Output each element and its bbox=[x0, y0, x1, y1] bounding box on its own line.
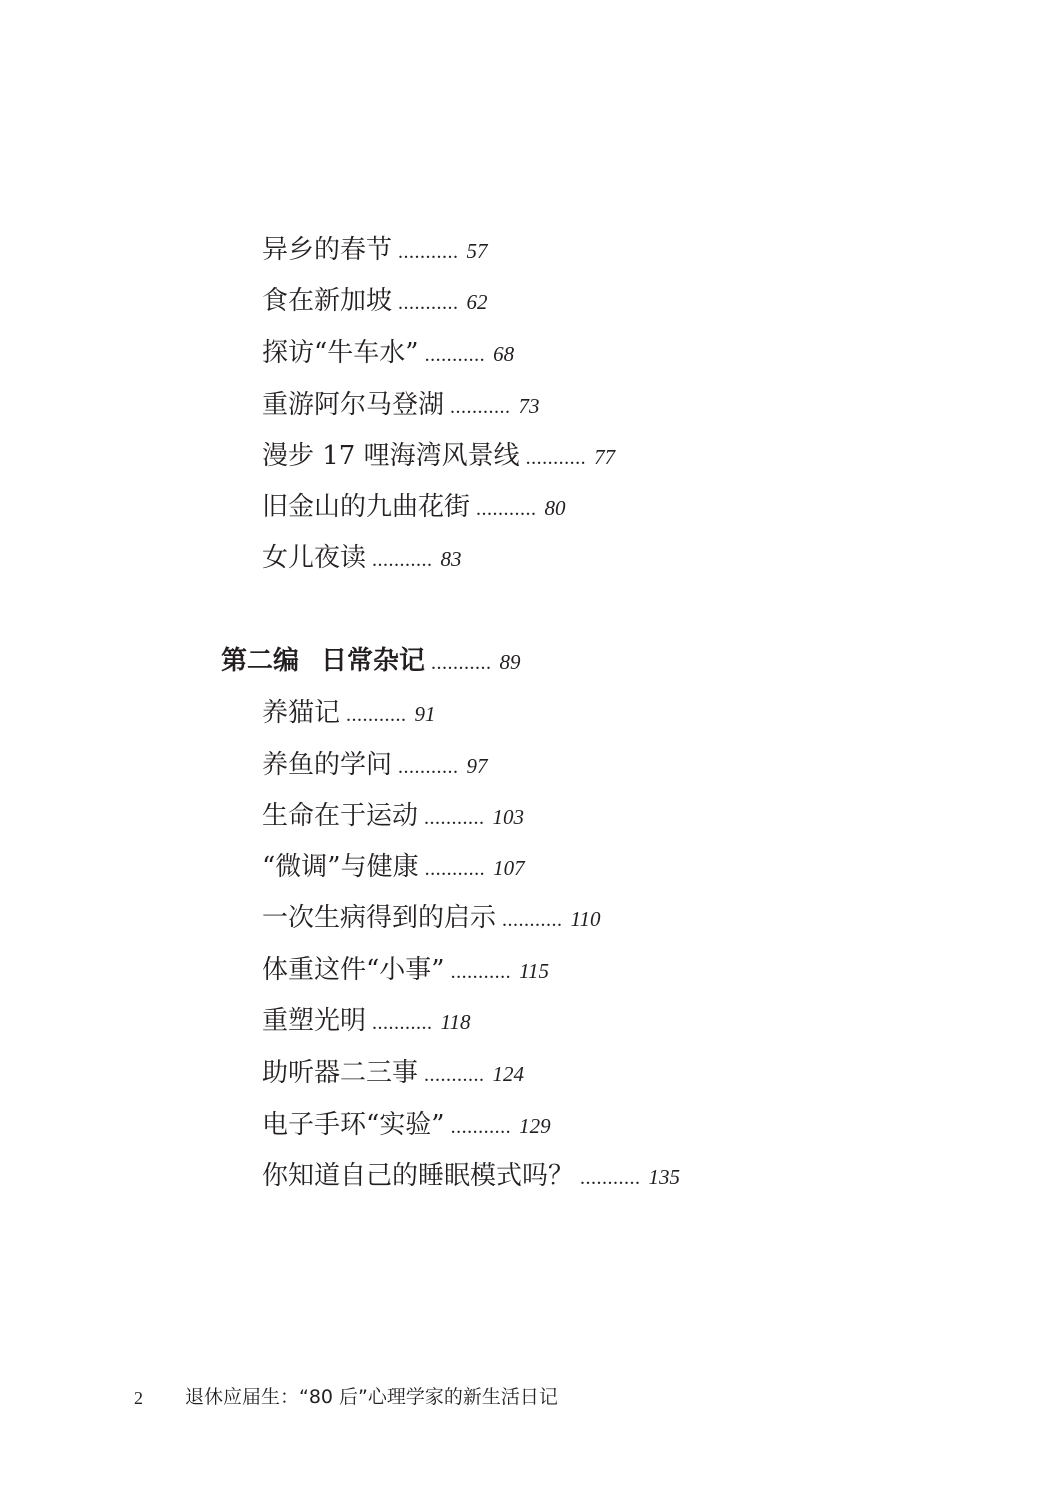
dot-leader: ........... bbox=[580, 1167, 641, 1189]
toc-entry-title: 助听器二三事 bbox=[262, 1058, 419, 1088]
dot-leader: ........... bbox=[450, 396, 511, 418]
dot-leader: ........... bbox=[424, 858, 486, 880]
toc-entry[interactable] bbox=[262, 542, 462, 576]
toc-page-number: 89 bbox=[499, 650, 521, 674]
toc-entry[interactable] bbox=[262, 389, 540, 423]
dot-leader: ........... bbox=[346, 704, 407, 726]
toc-page-number: 83 bbox=[440, 547, 462, 571]
toc-page-number: 73 bbox=[518, 394, 540, 418]
toc-entry-title: 食在新加坡 bbox=[262, 286, 393, 316]
dot-leader: ........... bbox=[450, 1116, 512, 1138]
toc-page-number: 115 bbox=[519, 959, 550, 983]
toc-page-number: 91 bbox=[414, 702, 436, 726]
toc-page-number: 107 bbox=[493, 856, 525, 880]
toc-page-number: 103 bbox=[492, 805, 525, 829]
dot-leader: ........... bbox=[424, 1064, 485, 1086]
dot-leader: ........... bbox=[398, 756, 459, 778]
toc-entry-title: “微调”与健康 bbox=[262, 852, 419, 882]
dot-leader: ........... bbox=[424, 344, 486, 366]
toc-entry-title: 探访“牛车水” bbox=[262, 338, 419, 368]
dot-leader: ........... bbox=[525, 447, 587, 469]
toc-entry-title: 重塑光明 bbox=[262, 1006, 367, 1036]
footer-page-number: 2 bbox=[134, 1388, 143, 1408]
toc-entry-title: 生命在于运动 bbox=[262, 801, 419, 831]
section-title: 日常杂记 bbox=[321, 646, 426, 676]
toc-page-number: 135 bbox=[648, 1165, 681, 1189]
toc-entry[interactable] bbox=[262, 851, 525, 885]
toc-entry-title: 你知道自己的睡眠模式吗？ bbox=[262, 1161, 575, 1191]
toc-page-number: 57 bbox=[466, 239, 488, 263]
toc-entry[interactable] bbox=[262, 1005, 470, 1039]
dot-leader: ........... bbox=[398, 292, 459, 314]
toc-entry[interactable] bbox=[262, 440, 615, 474]
toc-entry-title: 漫步 17 哩海湾风景线 bbox=[262, 441, 520, 471]
dot-leader: ........... bbox=[450, 961, 512, 983]
toc-page-number: 110 bbox=[570, 907, 601, 931]
toc-entry-title: 养猫记 bbox=[262, 698, 341, 728]
toc-page-number: 118 bbox=[440, 1010, 471, 1034]
toc-entry[interactable] bbox=[262, 337, 514, 371]
dot-leader: ........... bbox=[372, 1012, 433, 1034]
toc-section-heading[interactable] bbox=[221, 645, 521, 679]
toc-entry[interactable] bbox=[262, 1109, 551, 1143]
dot-leader: ........... bbox=[372, 549, 433, 571]
toc-page-number: 129 bbox=[519, 1114, 551, 1138]
dot-leader: ........... bbox=[424, 807, 485, 829]
toc-entry[interactable] bbox=[262, 800, 524, 834]
toc-entry[interactable] bbox=[262, 1057, 524, 1091]
toc-entry-title: 养鱼的学问 bbox=[262, 750, 393, 780]
toc-entry[interactable] bbox=[262, 902, 600, 936]
toc-page-number: 80 bbox=[544, 496, 566, 520]
dot-leader: ........... bbox=[502, 909, 563, 931]
toc-entry[interactable] bbox=[262, 491, 566, 525]
section-number: 第二编 bbox=[221, 646, 300, 676]
toc-page-number: 62 bbox=[466, 290, 488, 314]
running-footer-title: 退休应届生：“80 后”心理学家的新生活日记 bbox=[185, 1386, 558, 1408]
toc-entry-title: 电子手环“实验” bbox=[262, 1110, 445, 1140]
toc-entry-title: 旧金山的九曲花街 bbox=[262, 492, 471, 522]
toc-entry[interactable] bbox=[262, 697, 436, 731]
dot-leader: ........... bbox=[431, 652, 492, 674]
toc-page-number: 68 bbox=[493, 342, 515, 366]
toc-entry[interactable] bbox=[262, 285, 488, 319]
toc-page-number: 124 bbox=[492, 1062, 525, 1086]
toc-entry-title: 异乡的春节 bbox=[262, 235, 393, 265]
dot-leader: ........... bbox=[476, 498, 537, 520]
toc-entry-title: 一次生病得到的启示 bbox=[262, 903, 497, 933]
toc-entry-title: 女儿夜读 bbox=[262, 543, 367, 573]
toc-entry-title: 体重这件“小事” bbox=[262, 955, 445, 985]
toc-page-number: 97 bbox=[466, 754, 488, 778]
toc-entry[interactable] bbox=[262, 234, 488, 268]
toc-entry[interactable] bbox=[262, 749, 488, 783]
toc-entry-title: 重游阿尔马登湖 bbox=[262, 390, 445, 420]
toc-entry[interactable] bbox=[262, 1160, 680, 1194]
toc-page-number: 77 bbox=[594, 445, 616, 469]
dot-leader: ........... bbox=[398, 241, 459, 263]
toc-entry[interactable] bbox=[262, 954, 549, 988]
